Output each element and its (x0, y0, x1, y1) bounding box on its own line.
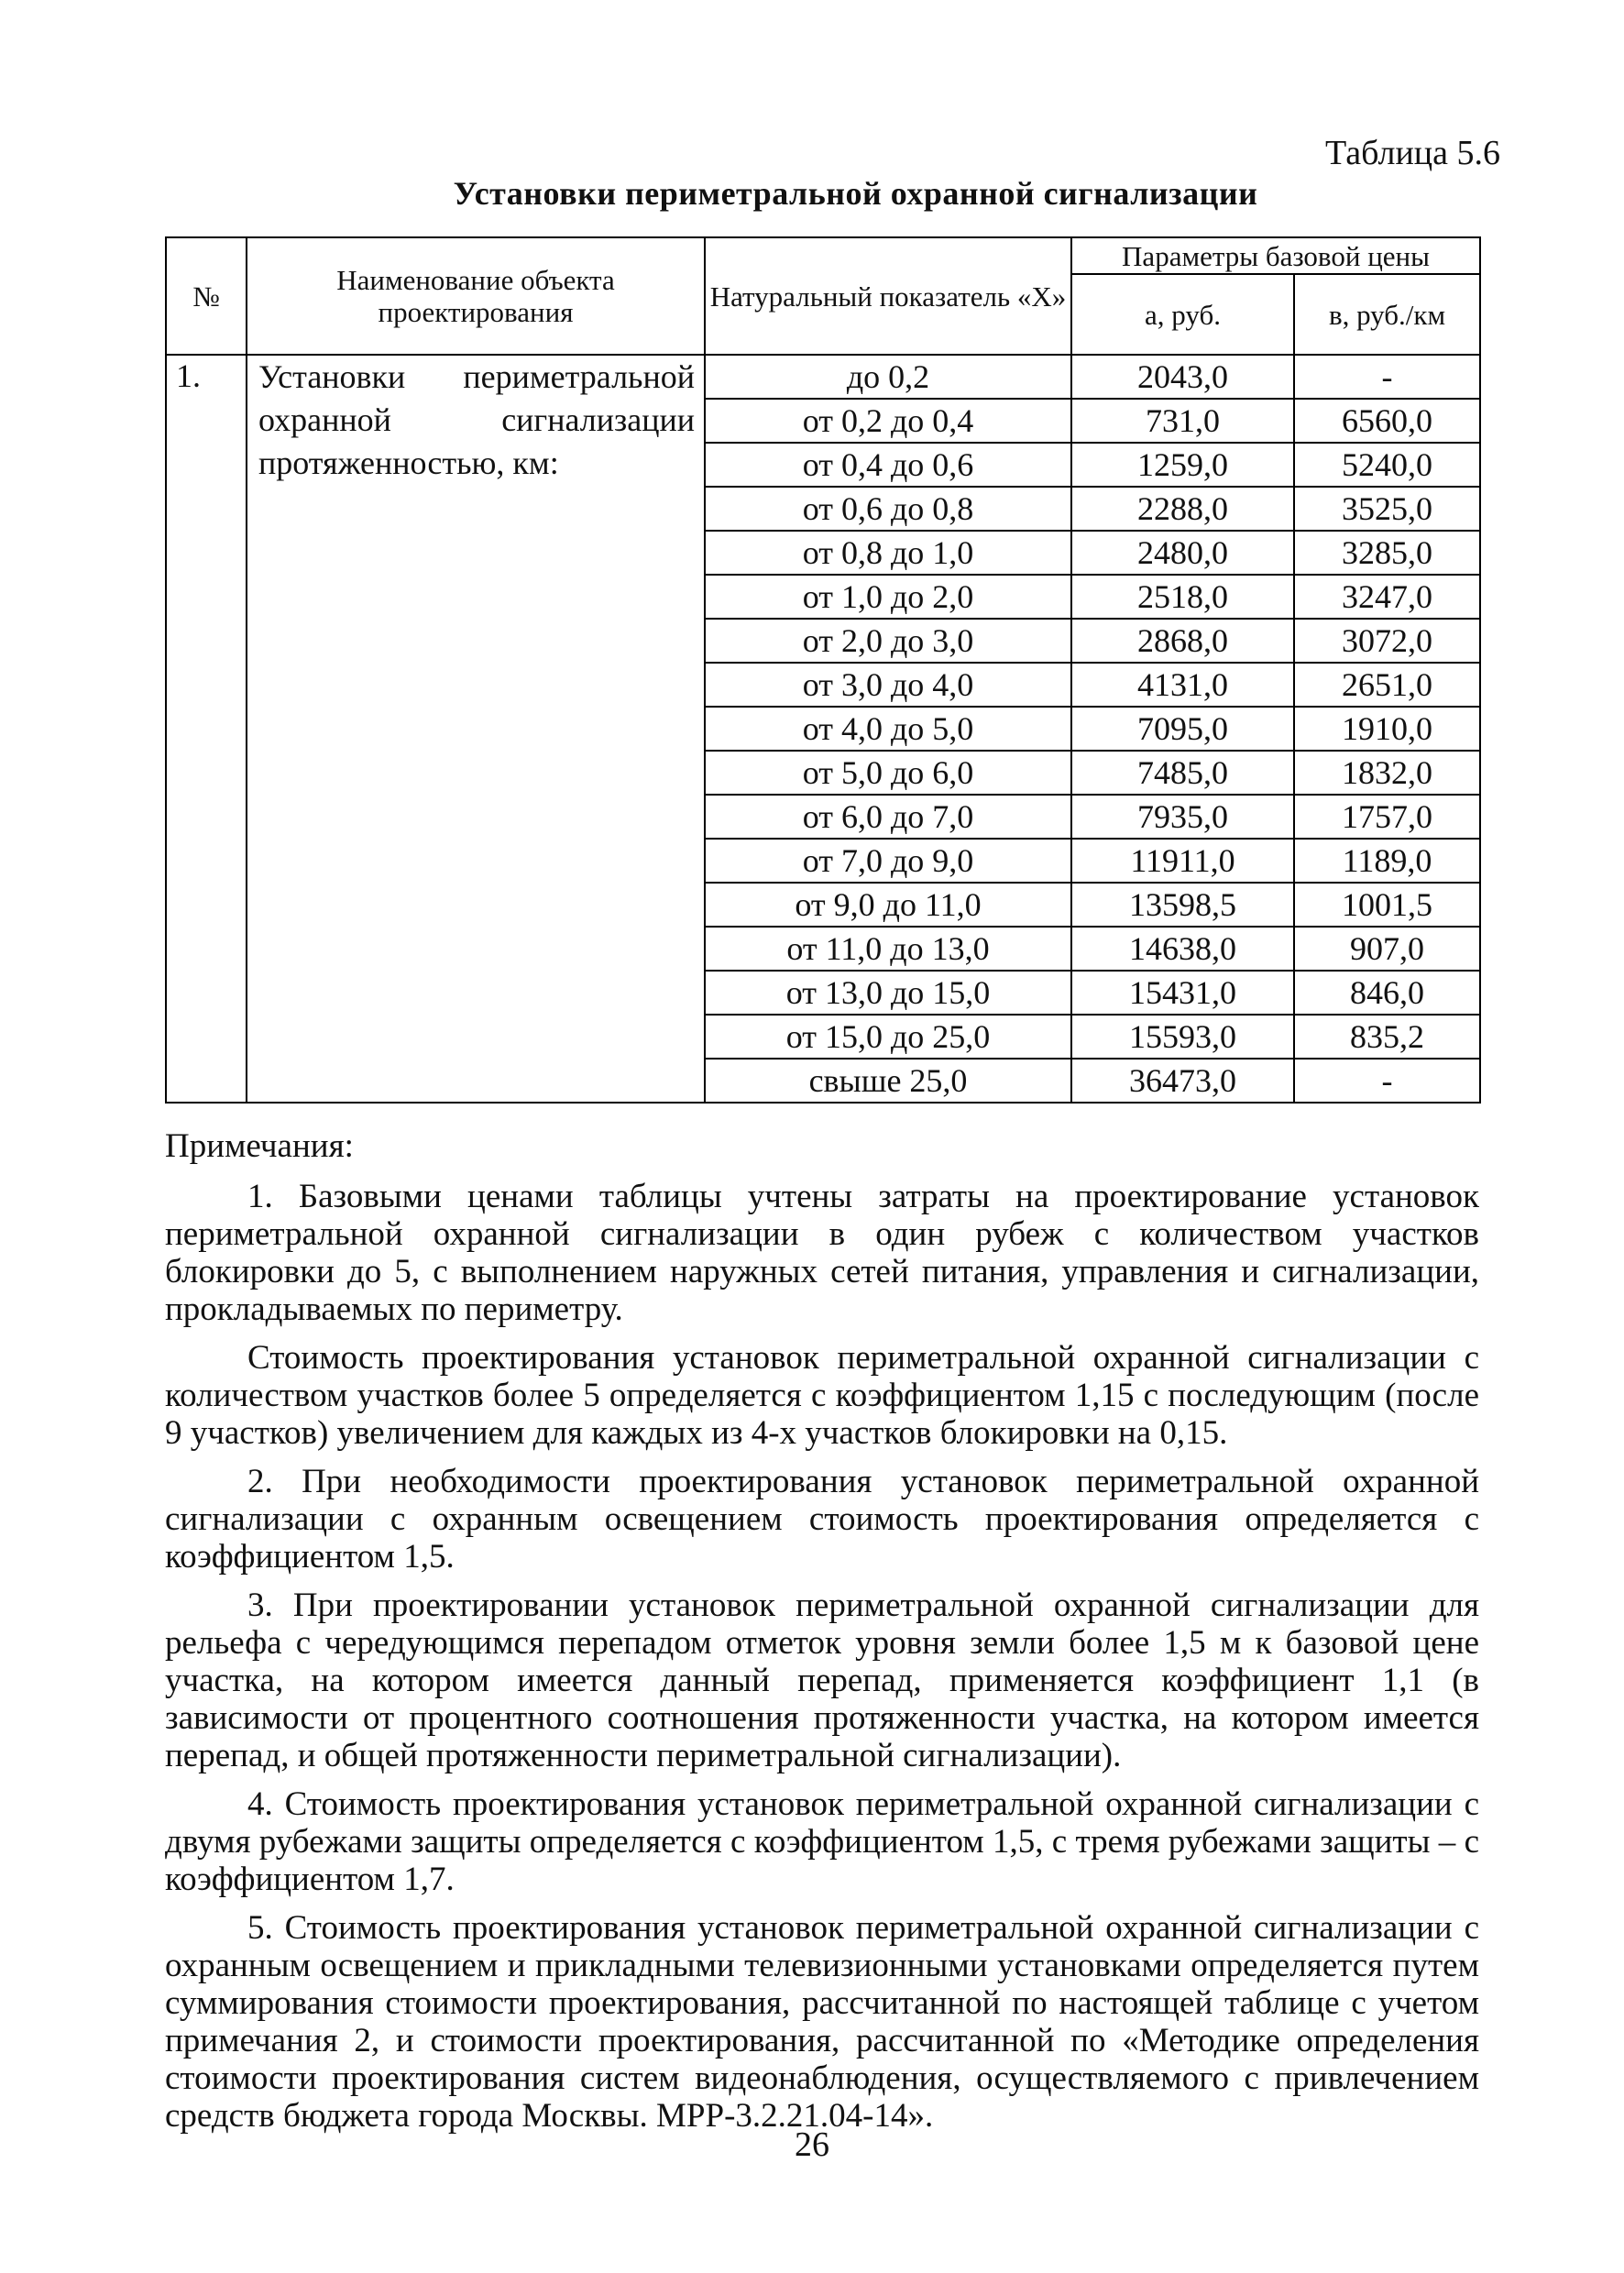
cell-price-b: 1832,0 (1294, 751, 1480, 795)
cell-price-a: 11911,0 (1071, 839, 1294, 883)
cell-indicator: от 0,4 до 0,6 (705, 443, 1071, 487)
header-b: в, руб./км (1294, 274, 1480, 355)
cell-price-a: 2480,0 (1071, 531, 1294, 575)
cell-price-b: 1189,0 (1294, 839, 1480, 883)
cell-indicator: от 2,0 до 3,0 (705, 619, 1071, 663)
cell-indicator: от 4,0 до 5,0 (705, 707, 1071, 751)
cell-price-b: 907,0 (1294, 927, 1480, 971)
cell-price-b: 6560,0 (1294, 399, 1480, 443)
cell-indicator: от 15,0 до 25,0 (705, 1015, 1071, 1059)
cell-indicator: от 1,0 до 2,0 (705, 575, 1071, 619)
cell-price-a: 7095,0 (1071, 707, 1294, 751)
notes-section (165, 1127, 1479, 2146)
note-paragraph: 3. При проектировании установок периметральной охранной сигнализации для рельефа с чередующимся перепадом отметок уровня земли более 1,5 м к базовой цене участка, на котором имеется данный перепад, применяется коэффициент 1,1 (в зависимости от процентного соотношения протяженности участка, на котором имеется перепад, и общей протяженности периметральной сигнализации). (165, 1587, 1479, 1774)
note-paragraph: 5. Стоимость проектирования установок периметральной охранной сигнализации с охранным освещением и прикладными телевизионными установками определяется путем суммирования стоимости проектирования, рассчитанной по настоящей таблице с учетом примечания 2, и стоимости проектирования, рассчитанной по «Методике определения стоимости проектирования систем видеонаблюдения, осуществляемого с привлечением средств бюджета города Москвы. МРР-3.2.21.04-14». (165, 1909, 1479, 2135)
cell-indicator: от 3,0 до 4,0 (705, 663, 1071, 707)
note-paragraph: 1. Базовыми ценами таблицы учтены затраты на проектирование установок периметральной охранной сигнализации в один рубеж с количеством участков блокировки до 5, с выполнением наружных сетей питания, управления и сигнализации, прокладываемых по периметру. (165, 1178, 1479, 1328)
cell-price-a: 14638,0 (1071, 927, 1294, 971)
cell-price-b: 1001,5 (1294, 883, 1480, 927)
cell-indicator: от 6,0 до 7,0 (705, 795, 1071, 839)
notes-heading: Примечания: (165, 1127, 354, 1165)
table-title (0, 174, 1624, 213)
cell-price-b: 5240,0 (1294, 443, 1480, 487)
header-indicator: Натуральный показатель «Х» (705, 237, 1071, 355)
cell-price-a: 15431,0 (1071, 971, 1294, 1015)
cell-indicator: от 5,0 до 6,0 (705, 751, 1071, 795)
price-table (165, 236, 1481, 1104)
header-params: Параметры базовой цены (1071, 237, 1480, 274)
cell-price-a: 7485,0 (1071, 751, 1294, 795)
cell-price-b: 835,2 (1294, 1015, 1480, 1059)
cell-indicator: свыше 25,0 (705, 1059, 1071, 1103)
cell-price-b: 1910,0 (1294, 707, 1480, 751)
cell-price-b: - (1294, 1059, 1480, 1103)
cell-price-a: 15593,0 (1071, 1015, 1294, 1059)
cell-price-a: 36473,0 (1071, 1059, 1294, 1103)
cell-price-a: 2518,0 (1071, 575, 1294, 619)
cell-price-a: 2288,0 (1071, 487, 1294, 531)
header-num: № (166, 237, 247, 355)
cell-price-a: 13598,5 (1071, 883, 1294, 927)
note-paragraph: 2. При необходимости проектирования установок периметральной охранной сигнализации с охранным освещением стоимость проектирования определяется с коэффициентом 1,5. (165, 1463, 1479, 1576)
cell-price-a: 7935,0 (1071, 795, 1294, 839)
cell-indicator: от 7,0 до 9,0 (705, 839, 1071, 883)
item-number: 1. (166, 355, 247, 1103)
item-name: Установки периметральной охранной сигнализации протяженностью, км: (247, 355, 705, 1103)
cell-indicator: от 0,8 до 1,0 (705, 531, 1071, 575)
cell-price-a: 2043,0 (1071, 355, 1294, 399)
cell-price-a: 2868,0 (1071, 619, 1294, 663)
table-header-row (166, 237, 1480, 274)
header-name: Наименование объекта проектирования (247, 237, 705, 355)
cell-price-b: 3072,0 (1294, 619, 1480, 663)
cell-price-b: 1757,0 (1294, 795, 1480, 839)
table-row (166, 355, 1480, 399)
cell-price-b: 2651,0 (1294, 663, 1480, 707)
cell-price-b: - (1294, 355, 1480, 399)
cell-price-a: 1259,0 (1071, 443, 1294, 487)
cell-indicator: от 13,0 до 15,0 (705, 971, 1071, 1015)
cell-price-a: 731,0 (1071, 399, 1294, 443)
cell-price-b: 3247,0 (1294, 575, 1480, 619)
header-a: а, руб. (1071, 274, 1294, 355)
cell-indicator: от 0,6 до 0,8 (705, 487, 1071, 531)
cell-price-b: 3285,0 (1294, 531, 1480, 575)
table-title-text: Установки периметральной охранной сигнализации (453, 175, 1258, 212)
cell-price-b: 3525,0 (1294, 487, 1480, 531)
cell-indicator: до 0,2 (705, 355, 1071, 399)
cell-indicator: от 11,0 до 13,0 (705, 927, 1071, 971)
page-number: 26 (795, 2125, 829, 2164)
cell-price-b: 846,0 (1294, 971, 1480, 1015)
note-paragraph: 4. Стоимость проектирования установок периметральной охранной сигнализации с двумя рубежами защиты определяется с коэффициентом 1,5, с тремя рубежами защиты – с коэффициентом 1,7. (165, 1785, 1479, 1898)
cell-indicator: от 9,0 до 11,0 (705, 883, 1071, 927)
cell-indicator: от 0,2 до 0,4 (705, 399, 1071, 443)
note-paragraph: Стоимость проектирования установок периметральной охранной сигнализации с количеством участков более 5 определяется с коэффициентом 1,15 с последующим (после 9 участков) увеличением для каждых из 4-х участков блокировки на 0,15. (165, 1339, 1479, 1452)
cell-price-a: 4131,0 (1071, 663, 1294, 707)
table-label: Таблица 5.6 (1324, 134, 1500, 172)
